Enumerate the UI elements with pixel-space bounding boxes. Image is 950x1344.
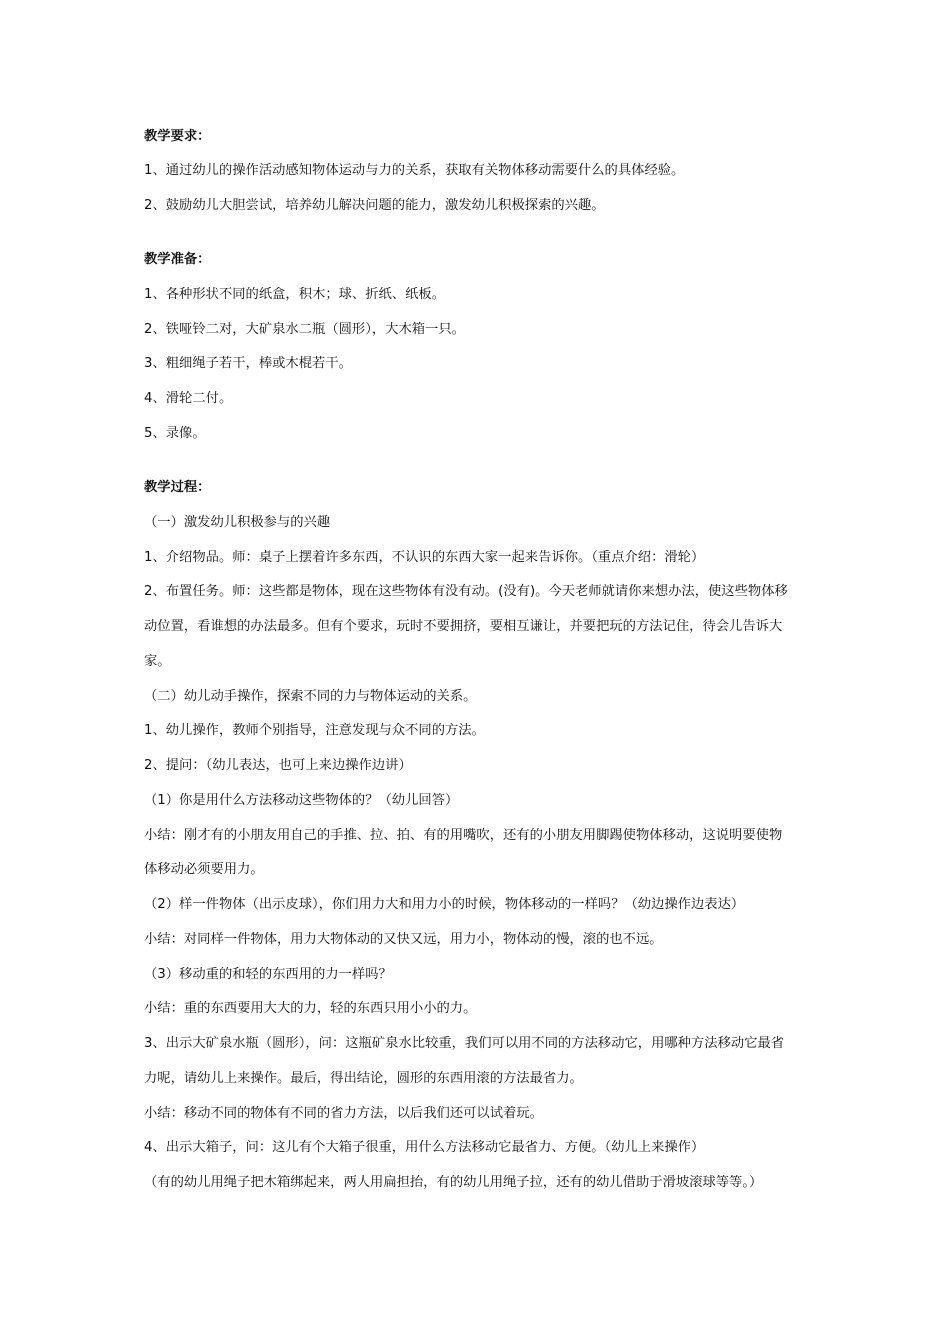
process-line: 小结：重的东西要用大大的力，轻的东西只用小小的力。: [144, 1001, 477, 1016]
requirements-heading: 教学要求：: [144, 129, 211, 144]
preparation-item-3: 3、粗细绳子若干，棒或木棍若干。: [144, 356, 352, 371]
process-line: 力呢，请幼儿上来操作。最后，得出结论，圆形的东西用滚的方法最省力。: [144, 1071, 583, 1086]
process-line: 2、提问：（幼儿表达，也可上来边操作边讲）: [144, 758, 412, 773]
process-line: 4、出示大箱子，问：这儿有个大箱子很重，用什么方法移动它最省力、方便。（幼儿上来操作）: [144, 1140, 705, 1155]
process-line: 1、幼儿操作，教师个别指导，注意发现与众不同的方法。: [144, 723, 485, 738]
process-line: （3）移动重的和轻的东西用的力一样吗？: [144, 967, 392, 982]
process-line: 动位置，看谁想的办法最多。但有个要求，玩时不要拥挤，要相互谦让，并要把玩的方法记住，待会儿告诉大: [144, 619, 783, 634]
preparation-item-2: 2、铁哑铃二对，大矿泉水二瓶（圆形），大木箱一只。: [144, 322, 465, 337]
process-line: 体移动必须要用力。: [144, 862, 264, 877]
process-line: 家。: [144, 654, 171, 669]
process-line: 小结：移动不同的物体有不同的省力方法，以后我们还可以试着玩。: [144, 1106, 543, 1121]
requirement-item-1: 1、通过幼儿的操作活动感知物体运动与力的关系，获取有关物体移动需要什么的具体经验。: [144, 163, 685, 178]
process-line: （二）幼儿动手操作，探索不同的力与物体运动的关系。: [144, 689, 477, 704]
process-line: 小结：刚才有的小朋友用自己的手推、拉、拍、有的用嘴吹，还有的小朋友用脚踢使物体移动，这说明要使物: [144, 828, 783, 843]
requirement-item-2: 2、鼓励幼儿大胆尝试，培养幼儿解决问题的能力，激发幼儿积极探索的兴趣。: [144, 198, 605, 213]
preparation-item-4: 4、滑轮二付。: [144, 391, 233, 406]
process-line: 1、介绍物品。师：桌子上摆着许多东西，不认识的东西大家一起来告诉你。（重点介绍：滑轮）: [144, 550, 705, 565]
process-line: 2、布置任务。师：这些都是物体，现在这些物体有没有动。(没有)。今天老师就请你来想办法，使这些物体移: [144, 584, 788, 599]
process-line: （有的幼儿用绳子把木箱绑起来，两人用扁担抬，有的幼儿用绳子拉，还有的幼儿借助于滑坡滚球等等。）: [144, 1175, 763, 1190]
process-heading: 教学过程：: [144, 480, 211, 495]
process-line: 3、出示大矿泉水瓶（圆形），问：这瓶矿泉水比较重，我们可以用不同的方法移动它，用哪种方法移动它最省: [144, 1036, 785, 1051]
preparation-heading: 教学准备：: [144, 252, 211, 267]
preparation-item-5: 5、录像。: [144, 426, 206, 441]
process-line: （1）你是用什么方法移动这些物体的？（幼儿回答）: [144, 793, 459, 808]
process-line: （2）样一件物体（出示皮球），你们用力大和用力小的时候，物体移动的一样吗？（幼边操作边表达）: [144, 897, 745, 912]
preparation-item-1: 1、各种形状不同的纸盒，积木；球、折纸、纸板。: [144, 287, 445, 302]
process-line: 小结：对同样一件物体，用力大物体动的又快又远，用力小，物体动的慢，滚的也不远。: [144, 932, 663, 947]
process-line: （一）激发幼儿积极参与的兴趣: [144, 515, 331, 530]
